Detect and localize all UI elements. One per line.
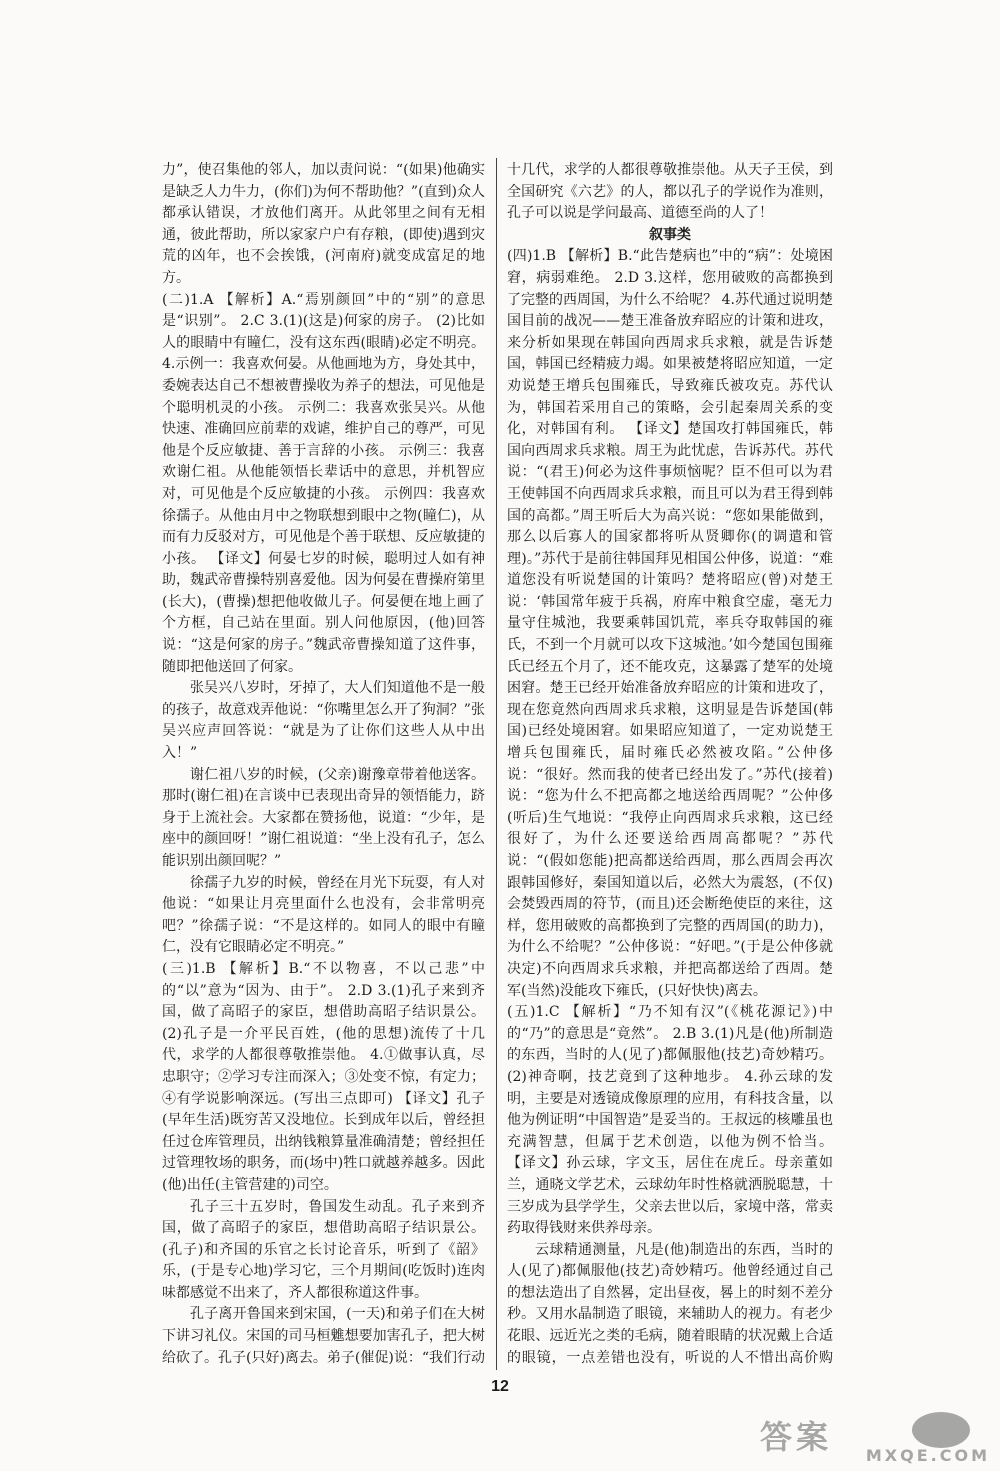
- paragraph: 孔子离开鲁国来到宋国，(一天)和弟子们在大树下讲习礼仪。宋国的司马桓魋想要加害孔子，把大树给砍了。孔子(只好)离去。弟子(催促)说：“我们行动: [162, 1306, 485, 1366]
- column-divider: [496, 158, 497, 1370]
- paragraph: 云球精通测量，凡是(他)制造出的东西，当时的人(见了)都佩服他(技艺)奇妙精巧。他曾经通过自己的想法造出了自然晷，定出昼夜，晷上的时刻不差分秒。又用水晶制造了眼镜，来辅助人的视力。有老少花眼、远近光之类的毛病，随着眼睛的状况戴上合适的眼镜，一点差错也没有，听说的人不惜出高价购: [507, 1241, 833, 1366]
- page-number: 12: [491, 1378, 509, 1395]
- paragraph: 张吴兴八岁时，牙掉了，大人们知道他不是一般的孩子，故意戏弄他说：“你嘴里怎么开了狗洞？”张吴兴应声回答说：“就是为了让你们这些人从中出入！”: [162, 680, 485, 762]
- left-column: [162, 160, 485, 1368]
- paragraph: 谢仁祖八岁的时候，(父亲)谢豫章带着他送客。那时(谢仁祖)在言谈中已表现出奇异的领悟能力，跻身于上流社会。大家都在赞扬他，说道：“少年，是座中的颜回呀！”谢仁祖说道：“坐上没有孔子，怎么能识别出颜回呢？”: [162, 766, 485, 869]
- seal-icon: [912, 1412, 970, 1448]
- paragraph: 孔子三十五岁时，鲁国发生动乱。孔子来到齐国，做了高昭子的家臣，想借助高昭子结识景公。(孔子)和齐国的乐官之长讨论音乐，听到了《韶》乐，(于是专心地)学习它，三个月期间(吃饭时)连肉味都感觉不出来了，齐人都很称道这件事。: [162, 1198, 485, 1301]
- paragraph: (五)1.C 【解析】“乃不知有汉”(《桃花源记》)中的“乃”的意思是“竟然”。 2.B 3.(1)凡是(他)所制造的东西，当时的人(见了)都佩服他(技艺)奇妙精巧。(2)神奇啊，技艺竟到了这种地步。 4.孙云球的发明，主要是对透镜成像原理的应用，有科技含量，以他为例证明“中国智造”是妥当的。王叔远的核雕虽也充满智慧，但属于艺术创造，以他为例不恰当。 【译文】孙云球，字文玉，居住在虎丘。母亲董如兰，通晓文学艺术，云球幼年时性格就洒脱聪慧，十三岁成为县学学生，父亲去世以后，家境中落，常卖药取得钱财来供养母亲。: [507, 1004, 833, 1237]
- paragraph: 徐孺子九岁的时候，曾经在月光下玩耍，有人对他说：“如果让月亮里面什么也没有，会非常明亮吧？”徐孺子说：“不是这样的。如同人的眼中有瞳仁，没有它眼睛必定不明亮。”: [162, 874, 485, 956]
- section-heading: 叙事类: [649, 226, 691, 243]
- right-column: [507, 160, 833, 1368]
- paragraph: (三)1.B 【解析】B.“不以物喜，不以己悲”中的“以”意为“因为、由于”。 2.D 3.(1)孔子来到齐国，做了高昭子的家臣，想借助高昭子结识景公。 (2)孔子是一介平民百姓，(他的思想)流传了十几代，求学的人都很尊敬推崇他。 4.①做事认真，尽忠职守；②学习专注而深入；③处变不惊，有定力；④有学说影响深远。(写出三点即可) 【译文】孔子(早年生活)既穷苦又没地位。长到成年以后，曾经担任过仓库管理员，出纳钱粮算量准确清楚；曾经担任过管理牧场的职务，而(场中)牲口就越养越多。因此(他)出任(主管营建的)司空。: [162, 960, 485, 1193]
- paragraph: 十几代，求学的人都很尊敬推崇他。从天子王侯，到全国研究《六艺》的人，都以孔子的学说作为准则，孔子可以说是学问最高、道德至尚的人了！: [507, 162, 833, 222]
- watermark-logo: 答案 MXQE.COM: [760, 1412, 990, 1464]
- paragraph: 力”，使召集他的邻人，加以责问说：“(如果)他确实是缺乏人力牛力，(你们)为何不帮助他？”(直到)众人都承认错误，才放他们离开。从此邻里之间有无相通，彼此帮助，所以家家户户有存粮，(即使)遇到灾荒的凶年，也不会挨饿，(河南府)就变成富足的地方。: [162, 162, 485, 286]
- paragraph: (二)1.A 【解析】A.“焉别颜回”中的“别”的意思是“识别”。 2.C 3.(1)(这是)何家的房子。 (2)比如人的眼睛中有瞳仁，没有这东西(眼睛)必定不明亮。 4.示例一：我喜欢何晏。从他画地为方，身处其中，委婉表达自己不想被曹操收为养子的想法，可见他是个聪明机灵的小孩。 示例二：我喜欢张吴兴。从他快速、准确回应前辈的戏谑，维护自己的尊严，可见他是个反应敏捷、善于言辞的小孩。 示例三：我喜欢谢仁祖。从他能领悟长辈话中的意思，并机智应对，可见他是个反应敏捷的小孩。 示例四：我喜欢徐孺子。从他由月中之物联想到眼中之物(瞳仁)，从而有力反驳对方，可见他是个善于联想、反应敏捷的小孩。 【译文】何晏七岁的时候，聪明过人如有神助，魏武帝曹操特别喜爱他。因为何晏在曹操府第里(长大)，(曹操)想把他收做儿子。何晏便在地上画了个方框，自己站在里面。别人问他原因，(他)回答说：“这是何家的房子。”魏武帝曹操知道了这件事，随即把他送回了何家。: [162, 291, 485, 675]
- paragraph: (四)1.B 【解析】B.“此告楚病也”中的“病”：处境困窘，病弱难绝。 2.D 3.这样，您用破败的高都换到了完整的西周国，为什么不给呢？ 4.苏代通过说明楚国目前的战况——楚王准备放弃昭应的计策和进攻，来分析如果现在韩国向西周求兵求粮，就是告诉楚国，韩国已经精疲力竭。如果被楚将昭应知道，一定劝说楚王增兵包围雍氏，导致雍氏被攻克。苏代认为，韩国若采用自己的策略，会引起秦周关系的变化，对韩国有利。 【译文】楚国攻打韩国雍氏，韩国向西周求兵求粮。周王为此忧虑，告诉苏代。苏代说：“(君王)何必为这件事烦恼呢？臣不但可以为君王使韩国不向西周求兵求粮，而且可以为君王得到韩国的高都。”周王听后大为高兴说：“您如果能做到，那么以后寡人的国家都将听从贤卿你(的调遣和管理)。”苏代于是前往韩国拜见相国公仲侈，说道：“难道您没有听说楚国的计策吗？楚将昭应(曾)对楚王说：‘韩国常年疲于兵祸，府库中粮食空虚，毫无力量守住城池，我要乘韩国饥荒，率兵夺取韩国的雍氏，不到一个月就可以攻下这城池。’如今楚国包围雍氏已经五个月了，还不能攻克，这暴露了楚军的处境困窘。楚王已经开始准备放弃昭应的计策和进攻了，现在您竟然向西周求兵求粮，这明显是告诉楚国(韩国)已经处境困窘。如果昭应知道了，一定劝说楚王增兵包围雍氏，届时雍氏必然被攻陷。”公仲侈说：“很好。然而我的使者已经出发了。”苏代(接着)说：“您为什么不把高都之地送给西周呢？”公仲侈(听后)生气地说：“我停止向西周求兵求粮，这已经很好了，为什么还要送给西周高都呢？”苏代说：“(假如您能)把高都送给西周，那么西周会再次跟韩国修好，秦国知道以后，必然大为震怒，(不仅)会焚毁西周的符节，(而且)还会断绝使臣的来往，这样，您用破败的高都换到了完整的西周国(的助力)，为什么不给呢？”公仲侈说：“好吧。”(于是公仲侈就决定)不向西周求兵求粮，并把高都送给了西周。楚军(当然)没能攻下雍氏，(只好快快)离去。: [507, 248, 833, 999]
